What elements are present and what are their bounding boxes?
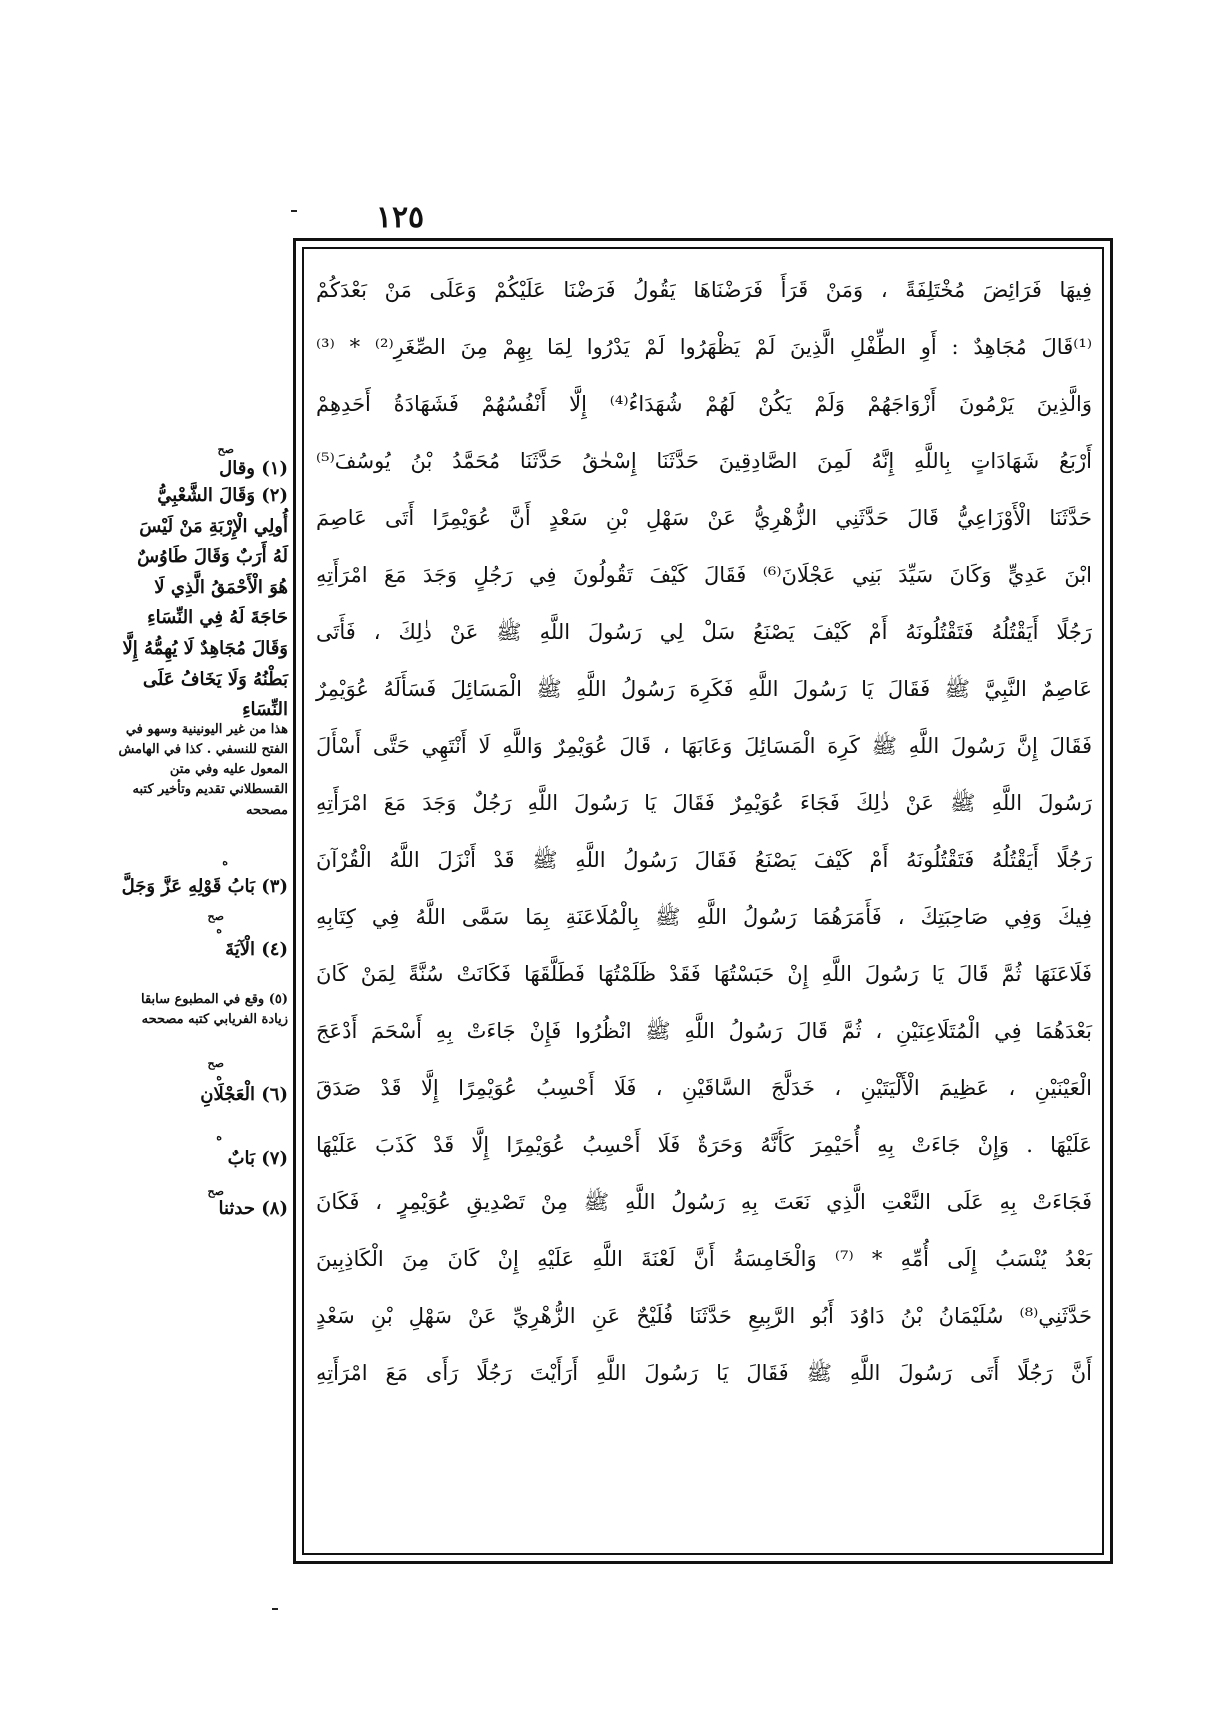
ha-mark: ه [216,1130,222,1143]
main-text-line: بَعْدُ يُنْسَبُ إِلَى أُمِّهِ * ⁽⁷⁾ وَالْخَامِسَةُ أَنَّ لَعْنَةَ اللَّهِ عَلَيْهِ إِنْ كَانَ مِنَ الْكَاذِبِينَ [316,1247,1092,1271]
sah-mark: صح [207,1057,224,1070]
page-number: ١٢٥ [375,200,425,235]
main-text-line: بَعْدَهُمَا فِي الْمُتَلَاعِنَيْنِ ، ثُمَّ قَالَ رَسُولُ اللَّهِ ﷺ انْظُرُوا فَإِنْ جَاءَتْ بِهِ أَسْحَمَ أَدْعَجَ [316,1019,1092,1043]
margin-note: (٧) بَابٌ [227,1148,288,1169]
main-text-line: فَجَاءَتْ بِهِ عَلَى النَّعْتِ الَّذِي نَعَتَ بِهِ رَسُولُ اللَّهِ ﷺ مِنْ تَصْدِيقِ عُوَيْمِرٍ ، فَكَانَ [316,1190,1092,1214]
sah-mark: صح [207,910,224,923]
main-text-line: أَرْبَعُ شَهَادَاتٍ بِاللَّهِ إِنَّهُ لَمِنَ الصَّادِقِينَ حَدَّثَنَا إِسْحٰقُ حَدَّثَنَا مُحَمَّدُ بْنُ يُوسُفَ⁽⁵⁾ [316,449,1092,473]
main-text-line: ⁽¹⁾قَالَ مُجَاهِدٌ : أَوِ الطِّفْلِ الَّذِينَ لَمْ يَظْهَرُوا لَمْ يَدْرُوا لِمَا بِهِمْ مِنَ الصِّغَرِ⁽²⁾ * ⁽³⁾ [316,335,1092,359]
margin-note: (٥) وقع في المطبوع سابقا زيادة الفريابي كتبه مصححه [140,992,288,1028]
main-text-line: عَاصِمٌ النَّبِيَّ ﷺ فَقَالَ يَا رَسُولَ اللَّهِ فَكَرِهَ رَسُولُ اللَّهِ ﷺ الْمَسَائِلَ فَسَأَلَهُ عُوَيْمِرٌ [316,677,1092,701]
margin-note: (١) وقال [219,458,288,479]
sah-mark: صح [217,443,234,456]
footer-tick-mark [272,1608,278,1610]
ha-mark: ه [222,855,228,868]
main-text-line: رَسُولَ اللَّهِ ﷺ عَنْ ذٰلِكَ فَجَاءَ عُوَيْمِرٌ فَقَالَ يَا رَسُولَ اللَّهِ رَجُلٌ وَجَدَ مَعَ امْرَأَتِهِ [316,791,1092,815]
main-text-line: رَجُلًا أَيَقْتُلُهُ فَتَقْتُلُونَهُ أَمْ كَيْفَ يَصْنَعُ سَلْ لِي رَسُولَ اللَّهِ ﷺ عَنْ ذٰلِكَ ، فَأَتَى [316,620,1092,644]
margin-note: (٣) بَابُ قَوْلِهِ عَزَّ وَجَلَّ [121,876,288,897]
margin-note: (٤) الْآيَةَ [225,939,288,960]
main-text-block [316,262,1092,1544]
ha-mark: ه [216,1070,222,1083]
margin-note: هذا من غير اليونينية وسهو في الفتح للنسفي . كذا في الهامش المعول عليه وفي متن القسطلاني تقديم وتأخير كتبه مصححه [118,722,288,818]
main-text-line: وَالَّذِينَ يَرْمُونَ أَزْوَاجَهُمْ وَلَمْ يَكُنْ لَهُمْ شُهَدَاءُ⁽⁴⁾ إِلَّا أَنْفُسُهُمْ فَشَهَادَةُ أَحَدِهِمْ [316,392,1092,416]
main-text-line: حَدَّثَنَا الْأَوْزَاعِيُّ قَالَ حَدَّثَنِي الزُّهْرِيُّ عَنْ سَهْلِ بْنِ سَعْدٍ أَنَّ عُوَيْمِرًا أَتَى عَاصِمَ [316,506,1092,530]
main-text-line: الْعَيْنَيْنِ ، عَظِيمَ الْأَلْيَتَيْنِ ، خَدَلَّجَ السَّاقَيْنِ ، فَلَا أَحْسِبُ عُوَيْمِرًا إِلَّا قَدْ صَدَقَ [316,1076,1092,1100]
main-text-line: ابْنَ عَدِيٍّ وَكَانَ سَيِّدَ بَنِي عَجْلَانَ⁽⁶⁾ فَقَالَ كَيْفَ تَقُولُونَ فِي رَجُلٍ وَجَدَ مَعَ امْرَأَتِهِ [316,563,1093,587]
main-text-line: حَدَّثَنِي⁽⁸⁾ سُلَيْمَانُ بْنُ دَاوُدَ أَبُو الرَّبِيعِ حَدَّثَنَا فُلَيْحٌ عَنِ الزُّهْرِيِّ عَنْ سَهْلِ بْنِ سَعْدٍ [316,1304,1092,1328]
main-text-line [316,1402,1092,1459]
main-text-line: فِيكَ وَفِي صَاحِبَتِكَ ، فَأَمَرَهُمَا رَسُولُ اللَّهِ ﷺ بِالْمُلَاعَنَةِ بِمَا سَمَّى اللَّهُ فِي كِتَابِهِ [316,905,1092,929]
main-text-line: فِيهَا فَرَائِضَ مُخْتَلِفَةً ، وَمَنْ قَرَأَ فَرَضْنَاهَا يَقُولُ فَرَضْنَا عَلَيْكُمْ وَعَلَى مَنْ بَعْدَكُمْ [316,278,1092,302]
main-text-line: فَلَاعَنَهَا ثُمَّ قَالَ يَا رَسُولَ اللَّهِ إِنْ حَبَسْتُهَا فَقَدْ ظَلَمْتُهَا فَطَلَّقَهَا فَكَانَتْ سُنَّةً لِمَنْ كَانَ [316,962,1092,986]
ha-mark: ه [216,923,222,936]
margin-note: (٨) حدثنا [218,1198,288,1219]
main-text-line: أَنَّ رَجُلًا أَتَى رَسُولَ اللَّهِ ﷺ فَقَالَ يَا رَسُولَ اللَّهِ أَرَأَيْتَ رَجُلًا رَأَى مَعَ امْرَأَتِهِ [316,1361,1092,1385]
sah-mark: صح [207,1185,224,1198]
margin-notes [118,443,288,1335]
main-text-line: فَقَالَ إِنَّ رَسُولَ اللَّهِ ﷺ كَرِهَ الْمَسَائِلَ وَعَابَهَا ، قَالَ عُوَيْمِرٌ وَاللَّهِ لَا أَنْتَهِي حَتَّى أَسْأَلَ [316,734,1092,758]
margin-note: (٢) وَقَالَ الشَّعْبِيُّ أُولِي الْإِرْبَةِ مَنْ لَيْسَ لَهُ أَرَبٌ وَقَالَ طَاوُسٌ هُوَ الْأَحْمَقُ الَّذِي لَا حَاجَةَ لَهُ فِي النِّسَاءِ وَقَالَ مُجَاهِدٌ لَا يُهِمُّهُ إِلَّا بَطْنُهُ وَلَا يَخَافُ عَلَى النِّسَاءِ [122,485,288,721]
header-tick-mark [291,210,297,212]
main-text-line: رَجُلًا أَيَقْتُلُهُ فَتَقْتُلُونَهُ أَمْ كَيْفَ يَصْنَعُ فَقَالَ رَسُولُ اللَّهِ ﷺ قَدْ أَنْزَلَ اللَّهُ الْقُرْآنَ [316,848,1092,872]
main-text-line: عَلَيْهَا . وَإِنْ جَاءَتْ بِهِ أُحَيْمِرَ كَأَنَّهُ وَحَرَةٌ فَلَا أَحْسِبُ عُوَيْمِرًا إِلَّا قَدْ كَذَبَ عَلَيْهَا [316,1133,1092,1157]
margin-note: (٦) الْعَجْلَانِ [200,1084,288,1105]
